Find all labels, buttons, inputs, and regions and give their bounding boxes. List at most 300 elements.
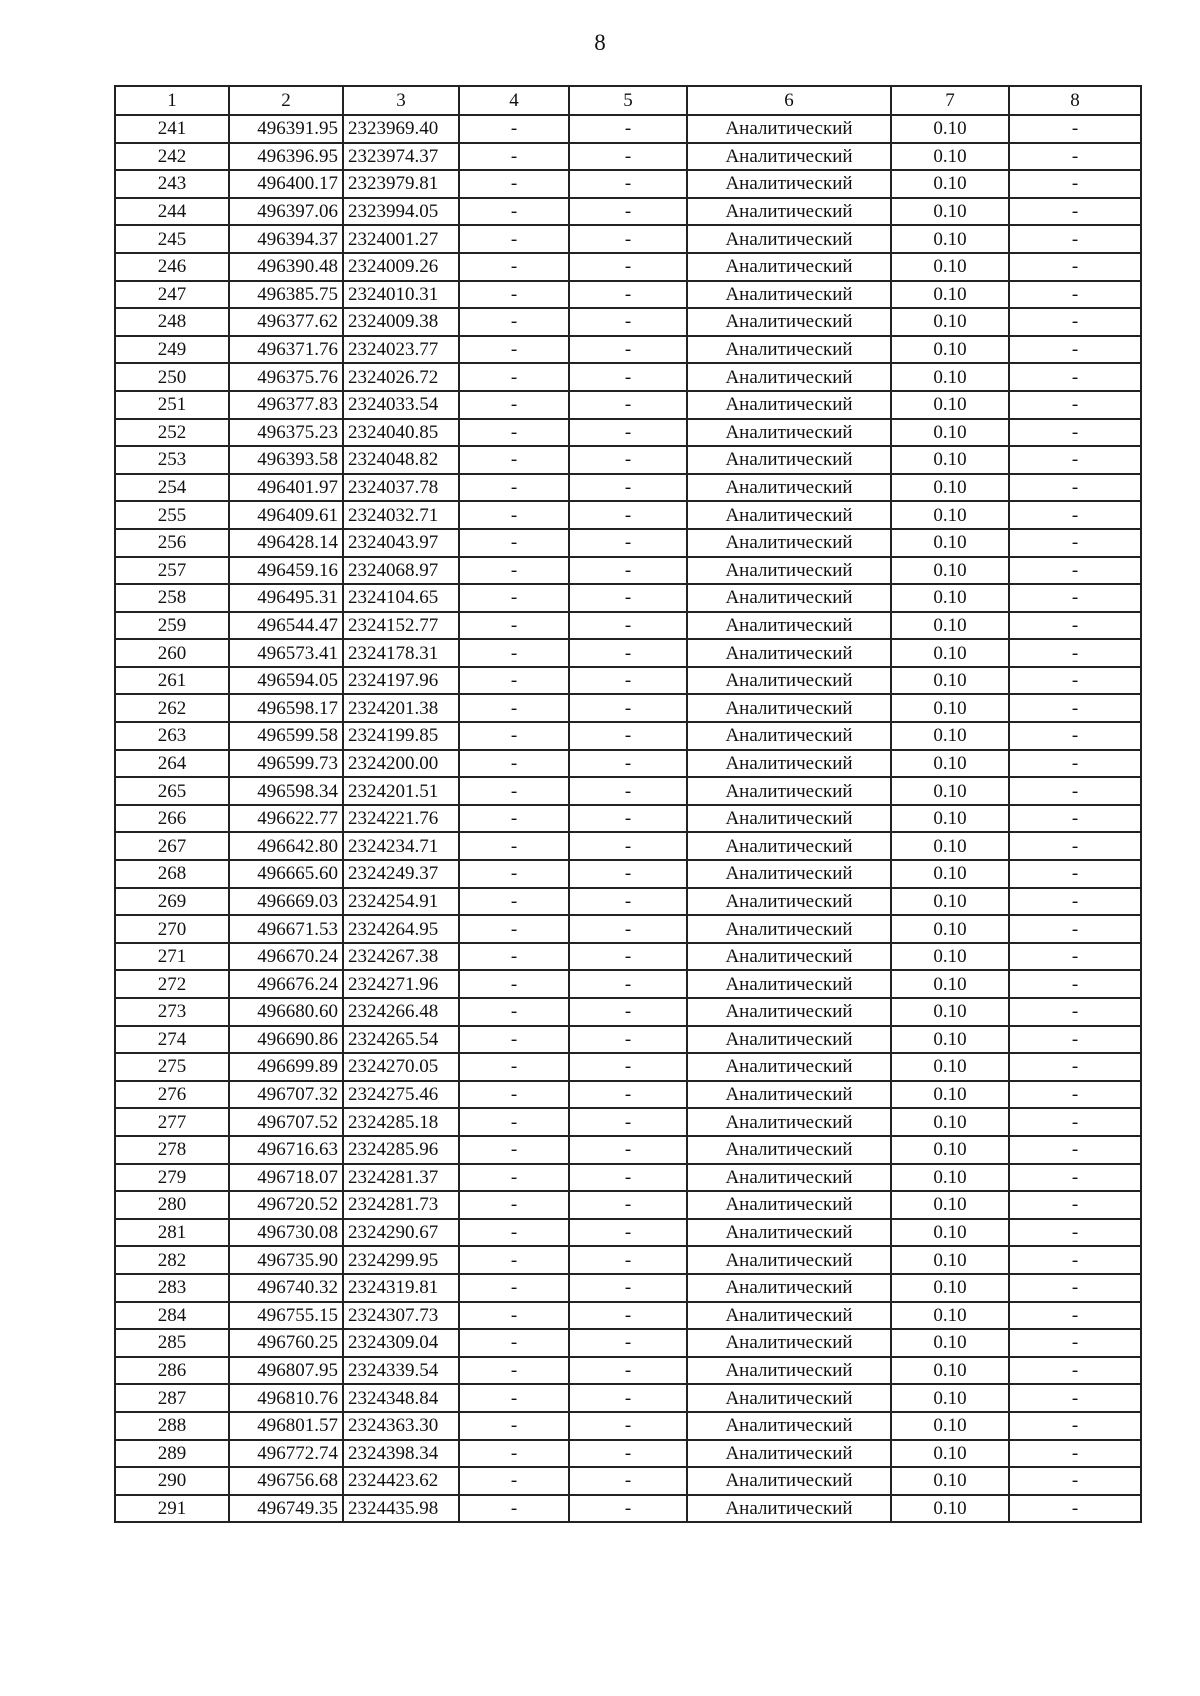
coord-x-cell: 496810.76 [229, 1384, 343, 1412]
col-5-value-cell: - [569, 1136, 687, 1164]
col-5-value-cell: - [569, 115, 687, 143]
coord-y-cell: 2324363.30 [343, 1412, 459, 1440]
col-4-value-cell: - [459, 1246, 569, 1274]
accuracy-cell: 0.10 [891, 501, 1009, 529]
coord-y-cell: 2324152.77 [343, 612, 459, 640]
table-row [115, 281, 1141, 309]
table-header [115, 86, 1141, 115]
col-4-value-cell: - [459, 143, 569, 171]
point-number-cell: 277 [115, 1108, 229, 1136]
col-8-value-cell: - [1009, 1164, 1141, 1192]
coord-x-cell: 496735.90 [229, 1246, 343, 1274]
coordinates-table [114, 85, 1142, 1523]
col-8-value-cell: - [1009, 943, 1141, 971]
col-4-value-cell: - [459, 1495, 569, 1523]
col-4-value-cell: - [459, 832, 569, 860]
col-5-value-cell: - [569, 970, 687, 998]
method-cell: Аналитический [687, 446, 891, 474]
col-8-value-cell: - [1009, 557, 1141, 585]
point-number-cell: 274 [115, 1026, 229, 1054]
method-cell: Аналитический [687, 1495, 891, 1523]
point-number-cell: 266 [115, 805, 229, 833]
point-number-cell: 268 [115, 860, 229, 888]
table-row [115, 722, 1141, 750]
accuracy-cell: 0.10 [891, 419, 1009, 447]
coord-y-cell: 2324281.37 [343, 1164, 459, 1192]
coord-x-cell: 496375.23 [229, 419, 343, 447]
coord-x-cell: 496391.95 [229, 115, 343, 143]
accuracy-cell: 0.10 [891, 1274, 1009, 1302]
point-number-cell: 290 [115, 1467, 229, 1495]
table-row [115, 474, 1141, 502]
method-cell: Аналитический [687, 363, 891, 391]
col-4-value-cell: - [459, 888, 569, 916]
coord-y-cell: 2324040.85 [343, 419, 459, 447]
accuracy-cell: 0.10 [891, 1495, 1009, 1523]
coord-x-cell: 496755.15 [229, 1302, 343, 1330]
coord-x-cell: 496396.95 [229, 143, 343, 171]
table-row [115, 501, 1141, 529]
table-row [115, 1108, 1141, 1136]
table-row [115, 584, 1141, 612]
coord-y-cell: 2324234.71 [343, 832, 459, 860]
coord-x-cell: 496390.48 [229, 253, 343, 281]
point-number-cell: 270 [115, 915, 229, 943]
accuracy-cell: 0.10 [891, 474, 1009, 502]
col-8-value-cell: - [1009, 998, 1141, 1026]
point-number-cell: 265 [115, 777, 229, 805]
point-number-cell: 271 [115, 943, 229, 971]
method-cell: Аналитический [687, 694, 891, 722]
col-8-value-cell: - [1009, 1302, 1141, 1330]
coord-y-cell: 2324285.96 [343, 1136, 459, 1164]
column-header: 5 [569, 86, 687, 115]
col-4-value-cell: - [459, 446, 569, 474]
accuracy-cell: 0.10 [891, 308, 1009, 336]
table-row [115, 1274, 1141, 1302]
col-4-value-cell: - [459, 1053, 569, 1081]
column-header: 7 [891, 86, 1009, 115]
col-8-value-cell: - [1009, 1219, 1141, 1247]
accuracy-cell: 0.10 [891, 391, 1009, 419]
accuracy-cell: 0.10 [891, 970, 1009, 998]
col-5-value-cell: - [569, 1412, 687, 1440]
table-row [115, 170, 1141, 198]
col-5-value-cell: - [569, 170, 687, 198]
col-5-value-cell: - [569, 667, 687, 695]
point-number-cell: 286 [115, 1357, 229, 1385]
accuracy-cell: 0.10 [891, 115, 1009, 143]
coord-y-cell: 2324264.95 [343, 915, 459, 943]
table-row [115, 1053, 1141, 1081]
method-cell: Аналитический [687, 1081, 891, 1109]
method-cell: Аналитический [687, 281, 891, 309]
col-5-value-cell: - [569, 419, 687, 447]
col-5-value-cell: - [569, 1081, 687, 1109]
coord-y-cell: 2324309.04 [343, 1329, 459, 1357]
table-row [115, 1219, 1141, 1247]
table-row [115, 694, 1141, 722]
col-8-value-cell: - [1009, 750, 1141, 778]
coord-y-cell: 2324033.54 [343, 391, 459, 419]
coord-x-cell: 496718.07 [229, 1164, 343, 1192]
col-4-value-cell: - [459, 115, 569, 143]
table-row [115, 419, 1141, 447]
coord-x-cell: 496707.52 [229, 1108, 343, 1136]
table-row [115, 805, 1141, 833]
point-number-cell: 279 [115, 1164, 229, 1192]
point-number-cell: 245 [115, 225, 229, 253]
coord-y-cell: 2324348.84 [343, 1384, 459, 1412]
point-number-cell: 248 [115, 308, 229, 336]
accuracy-cell: 0.10 [891, 777, 1009, 805]
coord-y-cell: 2324339.54 [343, 1357, 459, 1385]
accuracy-cell: 0.10 [891, 694, 1009, 722]
col-5-value-cell: - [569, 391, 687, 419]
method-cell: Аналитический [687, 1053, 891, 1081]
coord-y-cell: 2324299.95 [343, 1246, 459, 1274]
col-5-value-cell: - [569, 1329, 687, 1357]
table-row [115, 1384, 1141, 1412]
coord-x-cell: 496720.52 [229, 1191, 343, 1219]
coord-x-cell: 496760.25 [229, 1329, 343, 1357]
coord-x-cell: 496573.41 [229, 639, 343, 667]
col-8-value-cell: - [1009, 584, 1141, 612]
col-4-value-cell: - [459, 474, 569, 502]
method-cell: Аналитический [687, 1136, 891, 1164]
point-number-cell: 267 [115, 832, 229, 860]
col-8-value-cell: - [1009, 1274, 1141, 1302]
coord-y-cell: 2324201.51 [343, 777, 459, 805]
method-cell: Аналитический [687, 1164, 891, 1192]
col-4-value-cell: - [459, 1108, 569, 1136]
col-4-value-cell: - [459, 1467, 569, 1495]
coord-x-cell: 496401.97 [229, 474, 343, 502]
accuracy-cell: 0.10 [891, 1219, 1009, 1247]
accuracy-cell: 0.10 [891, 1384, 1009, 1412]
col-4-value-cell: - [459, 419, 569, 447]
col-4-value-cell: - [459, 750, 569, 778]
accuracy-cell: 0.10 [891, 1246, 1009, 1274]
accuracy-cell: 0.10 [891, 225, 1009, 253]
col-4-value-cell: - [459, 1440, 569, 1468]
accuracy-cell: 0.10 [891, 860, 1009, 888]
page-number: 8 [594, 30, 606, 55]
col-8-value-cell: - [1009, 832, 1141, 860]
accuracy-cell: 0.10 [891, 1467, 1009, 1495]
col-5-value-cell: - [569, 1026, 687, 1054]
coord-x-cell: 496730.08 [229, 1219, 343, 1247]
point-number-cell: 247 [115, 281, 229, 309]
accuracy-cell: 0.10 [891, 170, 1009, 198]
point-number-cell: 242 [115, 143, 229, 171]
coord-y-cell: 2324267.38 [343, 943, 459, 971]
table-row [115, 750, 1141, 778]
accuracy-cell: 0.10 [891, 1302, 1009, 1330]
coord-x-cell: 496495.31 [229, 584, 343, 612]
col-4-value-cell: - [459, 777, 569, 805]
col-5-value-cell: - [569, 1274, 687, 1302]
coord-y-cell: 2323994.05 [343, 198, 459, 226]
point-number-cell: 282 [115, 1246, 229, 1274]
accuracy-cell: 0.10 [891, 943, 1009, 971]
col-4-value-cell: - [459, 1081, 569, 1109]
method-cell: Аналитический [687, 1412, 891, 1440]
coord-x-cell: 496642.80 [229, 832, 343, 860]
table-row [115, 1081, 1141, 1109]
coord-y-cell: 2324435.98 [343, 1495, 459, 1523]
col-4-value-cell: - [459, 253, 569, 281]
col-5-value-cell: - [569, 832, 687, 860]
col-4-value-cell: - [459, 1274, 569, 1302]
col-8-value-cell: - [1009, 1053, 1141, 1081]
method-cell: Аналитический [687, 1384, 891, 1412]
col-5-value-cell: - [569, 198, 687, 226]
point-number-cell: 241 [115, 115, 229, 143]
table-row [115, 612, 1141, 640]
col-4-value-cell: - [459, 915, 569, 943]
accuracy-cell: 0.10 [891, 198, 1009, 226]
coord-x-cell: 496594.05 [229, 667, 343, 695]
col-5-value-cell: - [569, 474, 687, 502]
accuracy-cell: 0.10 [891, 1108, 1009, 1136]
table-row [115, 943, 1141, 971]
col-5-value-cell: - [569, 1164, 687, 1192]
col-5-value-cell: - [569, 1108, 687, 1136]
col-8-value-cell: - [1009, 363, 1141, 391]
accuracy-cell: 0.10 [891, 639, 1009, 667]
col-5-value-cell: - [569, 1302, 687, 1330]
coord-x-cell: 496749.35 [229, 1495, 343, 1523]
method-cell: Аналитический [687, 1302, 891, 1330]
accuracy-cell: 0.10 [891, 612, 1009, 640]
col-5-value-cell: - [569, 1384, 687, 1412]
col-8-value-cell: - [1009, 694, 1141, 722]
method-cell: Аналитический [687, 170, 891, 198]
col-8-value-cell: - [1009, 667, 1141, 695]
table-row [115, 198, 1141, 226]
method-cell: Аналитический [687, 860, 891, 888]
table-row [115, 391, 1141, 419]
point-number-cell: 256 [115, 529, 229, 557]
col-8-value-cell: - [1009, 391, 1141, 419]
method-cell: Аналитический [687, 777, 891, 805]
col-5-value-cell: - [569, 998, 687, 1026]
table-row [115, 1302, 1141, 1330]
coord-y-cell: 2324423.62 [343, 1467, 459, 1495]
method-cell: Аналитический [687, 1108, 891, 1136]
method-cell: Аналитический [687, 1219, 891, 1247]
col-5-value-cell: - [569, 750, 687, 778]
table-row [115, 1495, 1141, 1523]
col-5-value-cell: - [569, 777, 687, 805]
col-5-value-cell: - [569, 308, 687, 336]
coord-x-cell: 496375.76 [229, 363, 343, 391]
table-row [115, 777, 1141, 805]
col-8-value-cell: - [1009, 1384, 1141, 1412]
col-4-value-cell: - [459, 1357, 569, 1385]
method-cell: Аналитический [687, 1026, 891, 1054]
coord-y-cell: 2324201.38 [343, 694, 459, 722]
col-4-value-cell: - [459, 1164, 569, 1192]
coord-x-cell: 496622.77 [229, 805, 343, 833]
coord-y-cell: 2324037.78 [343, 474, 459, 502]
col-4-value-cell: - [459, 557, 569, 585]
table-row [115, 529, 1141, 557]
table-row [115, 915, 1141, 943]
col-8-value-cell: - [1009, 888, 1141, 916]
coord-y-cell: 2323969.40 [343, 115, 459, 143]
table-row [115, 1467, 1141, 1495]
coord-y-cell: 2324001.27 [343, 225, 459, 253]
method-cell: Аналитический [687, 143, 891, 171]
coord-y-cell: 2324290.67 [343, 1219, 459, 1247]
col-4-value-cell: - [459, 529, 569, 557]
col-5-value-cell: - [569, 1357, 687, 1385]
method-cell: Аналитический [687, 391, 891, 419]
col-8-value-cell: - [1009, 1357, 1141, 1385]
method-cell: Аналитический [687, 225, 891, 253]
coord-y-cell: 2324221.76 [343, 805, 459, 833]
col-8-value-cell: - [1009, 612, 1141, 640]
method-cell: Аналитический [687, 198, 891, 226]
accuracy-cell: 0.10 [891, 915, 1009, 943]
coord-y-cell: 2324104.65 [343, 584, 459, 612]
point-number-cell: 288 [115, 1412, 229, 1440]
col-8-value-cell: - [1009, 1495, 1141, 1523]
point-number-cell: 259 [115, 612, 229, 640]
col-8-value-cell: - [1009, 281, 1141, 309]
accuracy-cell: 0.10 [891, 832, 1009, 860]
col-5-value-cell: - [569, 943, 687, 971]
point-number-cell: 261 [115, 667, 229, 695]
coord-x-cell: 496598.17 [229, 694, 343, 722]
col-5-value-cell: - [569, 612, 687, 640]
coord-y-cell: 2324043.97 [343, 529, 459, 557]
col-5-value-cell: - [569, 501, 687, 529]
method-cell: Аналитический [687, 667, 891, 695]
method-cell: Аналитический [687, 612, 891, 640]
coord-y-cell: 2324265.54 [343, 1026, 459, 1054]
col-5-value-cell: - [569, 805, 687, 833]
col-8-value-cell: - [1009, 170, 1141, 198]
coord-y-cell: 2324197.96 [343, 667, 459, 695]
coord-x-cell: 496400.17 [229, 170, 343, 198]
accuracy-cell: 0.10 [891, 722, 1009, 750]
coord-y-cell: 2324026.72 [343, 363, 459, 391]
accuracy-cell: 0.10 [891, 143, 1009, 171]
col-5-value-cell: - [569, 336, 687, 364]
coord-y-cell: 2324285.18 [343, 1108, 459, 1136]
table-row [115, 832, 1141, 860]
coord-x-cell: 496599.58 [229, 722, 343, 750]
coord-x-cell: 496690.86 [229, 1026, 343, 1054]
col-5-value-cell: - [569, 722, 687, 750]
accuracy-cell: 0.10 [891, 667, 1009, 695]
method-cell: Аналитический [687, 529, 891, 557]
col-4-value-cell: - [459, 943, 569, 971]
point-number-cell: 276 [115, 1081, 229, 1109]
col-4-value-cell: - [459, 308, 569, 336]
method-cell: Аналитический [687, 915, 891, 943]
col-8-value-cell: - [1009, 1329, 1141, 1357]
method-cell: Аналитический [687, 750, 891, 778]
col-4-value-cell: - [459, 363, 569, 391]
coord-y-cell: 2324254.91 [343, 888, 459, 916]
col-4-value-cell: - [459, 336, 569, 364]
column-header: 6 [687, 86, 891, 115]
col-5-value-cell: - [569, 529, 687, 557]
coord-y-cell: 2324398.34 [343, 1440, 459, 1468]
accuracy-cell: 0.10 [891, 1440, 1009, 1468]
table-row [115, 1191, 1141, 1219]
column-header: 4 [459, 86, 569, 115]
point-number-cell: 255 [115, 501, 229, 529]
coord-x-cell: 496371.76 [229, 336, 343, 364]
col-5-value-cell: - [569, 1053, 687, 1081]
coord-x-cell: 496670.24 [229, 943, 343, 971]
point-number-cell: 258 [115, 584, 229, 612]
column-header: 8 [1009, 86, 1141, 115]
coord-x-cell: 496599.73 [229, 750, 343, 778]
col-4-value-cell: - [459, 198, 569, 226]
coord-y-cell: 2323974.37 [343, 143, 459, 171]
point-number-cell: 289 [115, 1440, 229, 1468]
column-header: 3 [343, 86, 459, 115]
point-number-cell: 257 [115, 557, 229, 585]
col-4-value-cell: - [459, 1219, 569, 1247]
method-cell: Аналитический [687, 1191, 891, 1219]
accuracy-cell: 0.10 [891, 1357, 1009, 1385]
col-8-value-cell: - [1009, 1081, 1141, 1109]
col-8-value-cell: - [1009, 970, 1141, 998]
col-8-value-cell: - [1009, 198, 1141, 226]
coord-y-cell: 2324271.96 [343, 970, 459, 998]
col-8-value-cell: - [1009, 639, 1141, 667]
col-8-value-cell: - [1009, 115, 1141, 143]
method-cell: Аналитический [687, 722, 891, 750]
col-8-value-cell: - [1009, 446, 1141, 474]
point-number-cell: 283 [115, 1274, 229, 1302]
coord-y-cell: 2324249.37 [343, 860, 459, 888]
method-cell: Аналитический [687, 419, 891, 447]
point-number-cell: 244 [115, 198, 229, 226]
accuracy-cell: 0.10 [891, 805, 1009, 833]
table-row [115, 1246, 1141, 1274]
col-8-value-cell: - [1009, 225, 1141, 253]
table-row [115, 115, 1141, 143]
col-8-value-cell: - [1009, 860, 1141, 888]
col-4-value-cell: - [459, 860, 569, 888]
col-5-value-cell: - [569, 639, 687, 667]
table-row [115, 639, 1141, 667]
point-number-cell: 291 [115, 1495, 229, 1523]
coord-y-cell: 2324307.73 [343, 1302, 459, 1330]
coord-x-cell: 496707.32 [229, 1081, 343, 1109]
method-cell: Аналитический [687, 1467, 891, 1495]
coord-y-cell: 2324270.05 [343, 1053, 459, 1081]
coord-y-cell: 2324319.81 [343, 1274, 459, 1302]
method-cell: Аналитический [687, 943, 891, 971]
point-number-cell: 262 [115, 694, 229, 722]
coord-x-cell: 496772.74 [229, 1440, 343, 1468]
point-number-cell: 249 [115, 336, 229, 364]
col-8-value-cell: - [1009, 529, 1141, 557]
column-header: 2 [229, 86, 343, 115]
accuracy-cell: 0.10 [891, 363, 1009, 391]
col-4-value-cell: - [459, 667, 569, 695]
coord-y-cell: 2324266.48 [343, 998, 459, 1026]
